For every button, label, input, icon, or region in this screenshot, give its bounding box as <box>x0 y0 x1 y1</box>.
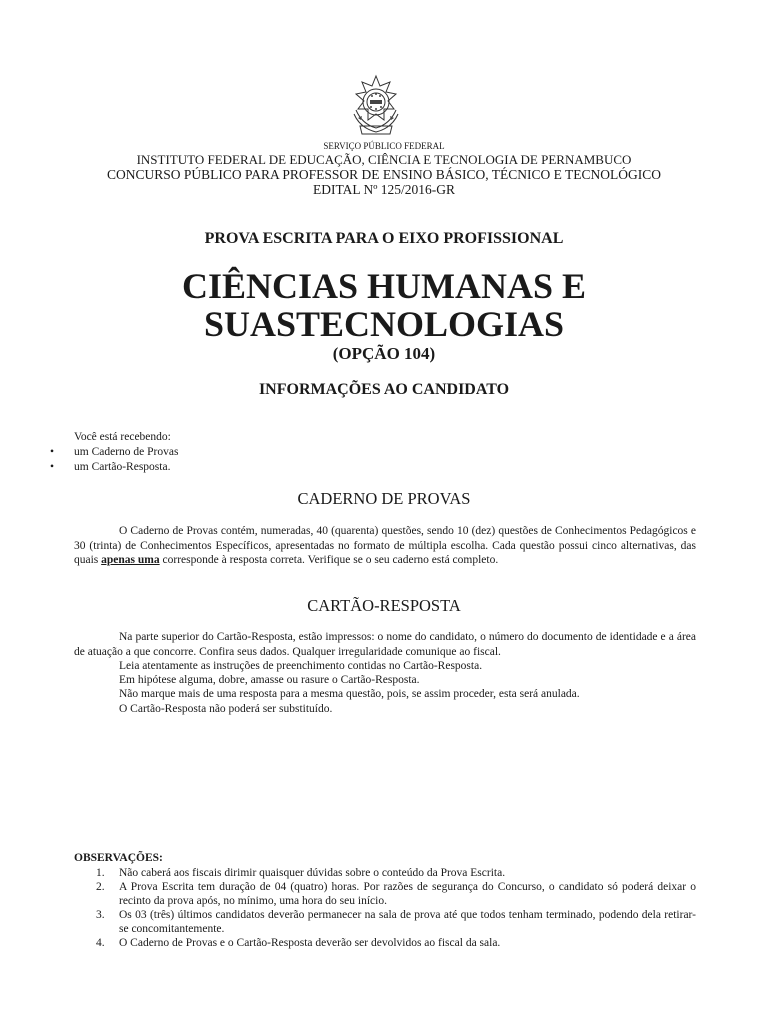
observacoes-heading: OBSERVAÇÕES: <box>74 852 163 864</box>
list-item-text: um Caderno de Provas <box>74 446 179 458</box>
header-service: SERVIÇO PÚBLICO FEDERAL <box>323 141 445 151</box>
list-item-number: 4. <box>96 937 105 949</box>
list-item <box>50 460 178 475</box>
list-item-text: Os 03 (três) últimos candidatos deverão permanecer na sala de prova até que todos tenham terminado, podendo dela retirar-se concomitantemente. <box>119 909 696 935</box>
list-item-text: O Caderno de Provas e o Cartão-Resposta deverão ser devolvidos ao fiscal da sala. <box>119 937 501 949</box>
header-edital: EDITAL Nº 125/2016-GR <box>312 182 456 197</box>
caderno-text-before: O Caderno de Provas contém, numeradas, 40 (quarenta) questões, sendo 10 (dez) questões de Conhecimentos Pedagógicos e 30 (trinta) de Conhecimentos Específicos, apresentadas no formato de múltipla escolha. Cada questão possui cinco alternativas, das quais <box>74 525 696 566</box>
exam-title-line1: CIÊNCIAS HUMANAS E <box>181 266 587 306</box>
list-item <box>50 445 179 460</box>
list-item-text: Não caberá aos fiscais dirimir quaisquer dúvidas sobre o conteúdo da Prova Escrita. <box>119 867 506 879</box>
exam-option: (OPÇÃO 104) <box>332 344 436 363</box>
list-item-number: 1. <box>96 867 105 879</box>
list-item <box>74 880 696 908</box>
list-item <box>74 866 696 880</box>
header-concurso: CONCURSO PÚBLICO PARA PROFESSOR DE ENSINO BÁSICO, TÉCNICO E TECNOLÓGICO <box>106 167 662 182</box>
list-item-number: 3. <box>96 909 105 921</box>
caderno-paragraph <box>74 524 696 568</box>
caderno-heading: CADERNO DE PROVAS <box>297 489 471 508</box>
list-item <box>74 908 696 936</box>
intro-list <box>50 445 179 475</box>
exam-title-line2: SUASTECNOLOGIAS <box>203 304 565 344</box>
list-item-number: 2. <box>96 881 105 893</box>
info-heading: INFORMAÇÕES AO CANDIDATO <box>258 381 510 398</box>
observacoes-list <box>74 866 696 950</box>
exam-type: PROVA ESCRITA PARA O EIXO PROFISSIONAL <box>204 230 564 247</box>
cartao-line: Leia atentamente as instruções de preenchimento contidas no Cartão-Resposta. <box>119 660 483 672</box>
caderno-emphasis: apenas uma <box>101 554 160 566</box>
cartao-heading: CARTÃO-RESPOSTA <box>307 596 461 615</box>
list-item-text: A Prova Escrita tem duração de 04 (quatro) horas. Por razões de segurança do Concurso, o candidato só poderá deixar o recinto da prova após, no mínimo, uma hora do seu início. <box>119 881 696 907</box>
cartao-line: Em hipótese alguma, dobre, amasse ou rasure o Cartão-Resposta. <box>119 674 420 686</box>
bullet-icon: • <box>50 461 55 473</box>
cartao-line: O Cartão-Resposta não poderá ser substituído. <box>119 703 333 715</box>
brazil-coat-of-arms-icon <box>346 74 406 142</box>
intro-lead: Você está recebendo: <box>74 431 171 443</box>
list-item <box>74 936 696 950</box>
bullet-icon: • <box>50 446 55 458</box>
cartao-paragraph: Na parte superior do Cartão-Resposta, estão impressos: o nome do candidato, o número do documento de identidade e a área de atuação a que concorre. Confira seus dados. Qualquer irregularidade comunique ao fiscal. <box>74 631 696 658</box>
cartao-line: Não marque mais de uma resposta para a mesma questão, pois, se assim proceder, esta será anulada. <box>119 688 580 700</box>
caderno-text-after: corresponde à resposta correta. Verifique se o seu caderno está completo. <box>159 554 499 566</box>
list-item-text: um Cartão-Resposta. <box>74 461 171 473</box>
header-institute: INSTITUTO FEDERAL DE EDUCAÇÃO, CIÊNCIA E TECNOLOGIA DE PERNAMBUCO <box>136 152 632 167</box>
